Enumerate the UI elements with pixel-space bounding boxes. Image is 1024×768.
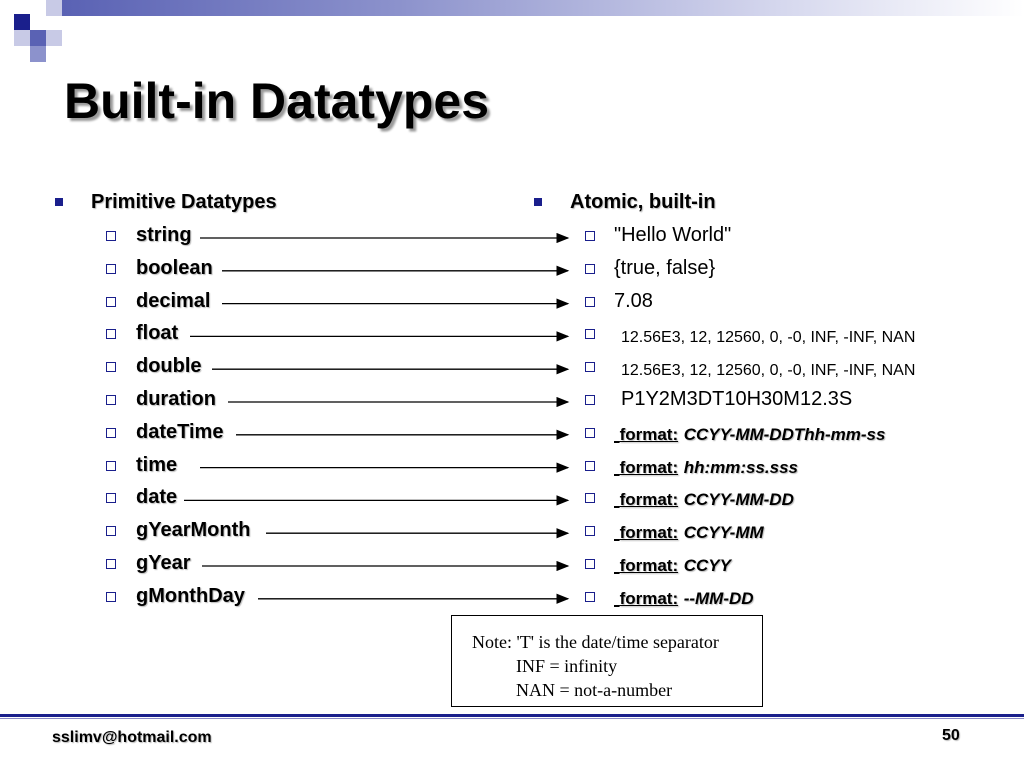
format-pattern: CCYY-MM-DD [683,490,794,510]
left-heading: Primitive Datatypes [91,191,277,213]
note-line: INF = infinity [516,656,618,676]
format-pattern: CCYY [683,556,731,575]
primitive-type-label: gMonthDay [136,584,245,607]
note-line: Note: 'T' is the date/time separator [472,632,719,652]
note-box [451,615,763,707]
footer-rule-thin [0,718,1024,719]
example-value: 7.08 [614,289,653,312]
format-label: format: [619,490,679,510]
primitive-type-label: decimal [136,289,211,312]
format-label: format: [619,523,679,543]
format-pattern: --MM-DD [683,588,754,608]
primitive-type-label: gYearMonth [136,519,251,542]
primitive-type-label: dateTime [136,420,224,443]
primitive-type-label: duration [136,388,216,410]
primitive-type-label: float [136,322,179,345]
primitive-type-label: string [136,224,192,246]
footer-email: sslimv@hotmail.com [52,729,212,746]
format-label: format: [619,588,679,608]
format-pattern: CCYY-MM [683,523,764,543]
note-line: NAN = not-a-number [516,680,673,700]
slide-title: Built-in Datatypes [64,73,490,129]
primitive-type-label: gYear [136,552,191,574]
format-label: format: [619,556,679,575]
right-heading: Atomic, built-in [570,191,716,213]
format-label: format: [619,457,679,477]
primitive-type-label: double [136,355,202,378]
example-value: {true, false} [614,256,716,279]
format-pattern: hh:mm:ss.sss [683,457,799,477]
primitive-type-label: date [136,486,178,509]
format-label: format: [619,424,679,444]
primitive-type-label: time [136,453,178,476]
example-value: 12.56E3, 12, 12560, 0, -0, INF, -INF, NAN [621,362,916,380]
example-value: P1Y2M3DT10H30M12.3S [621,388,853,410]
page-number: 50 [942,727,960,744]
example-value: "Hello World" [614,224,732,246]
primitive-type-label: boolean [136,256,213,279]
format-pattern: CCYY-MM-DDThh-mm-ss [683,424,886,444]
example-value: 12.56E3, 12, 12560, 0, -0, INF, -INF, NAN [621,329,916,347]
footer-rule [0,714,1024,717]
